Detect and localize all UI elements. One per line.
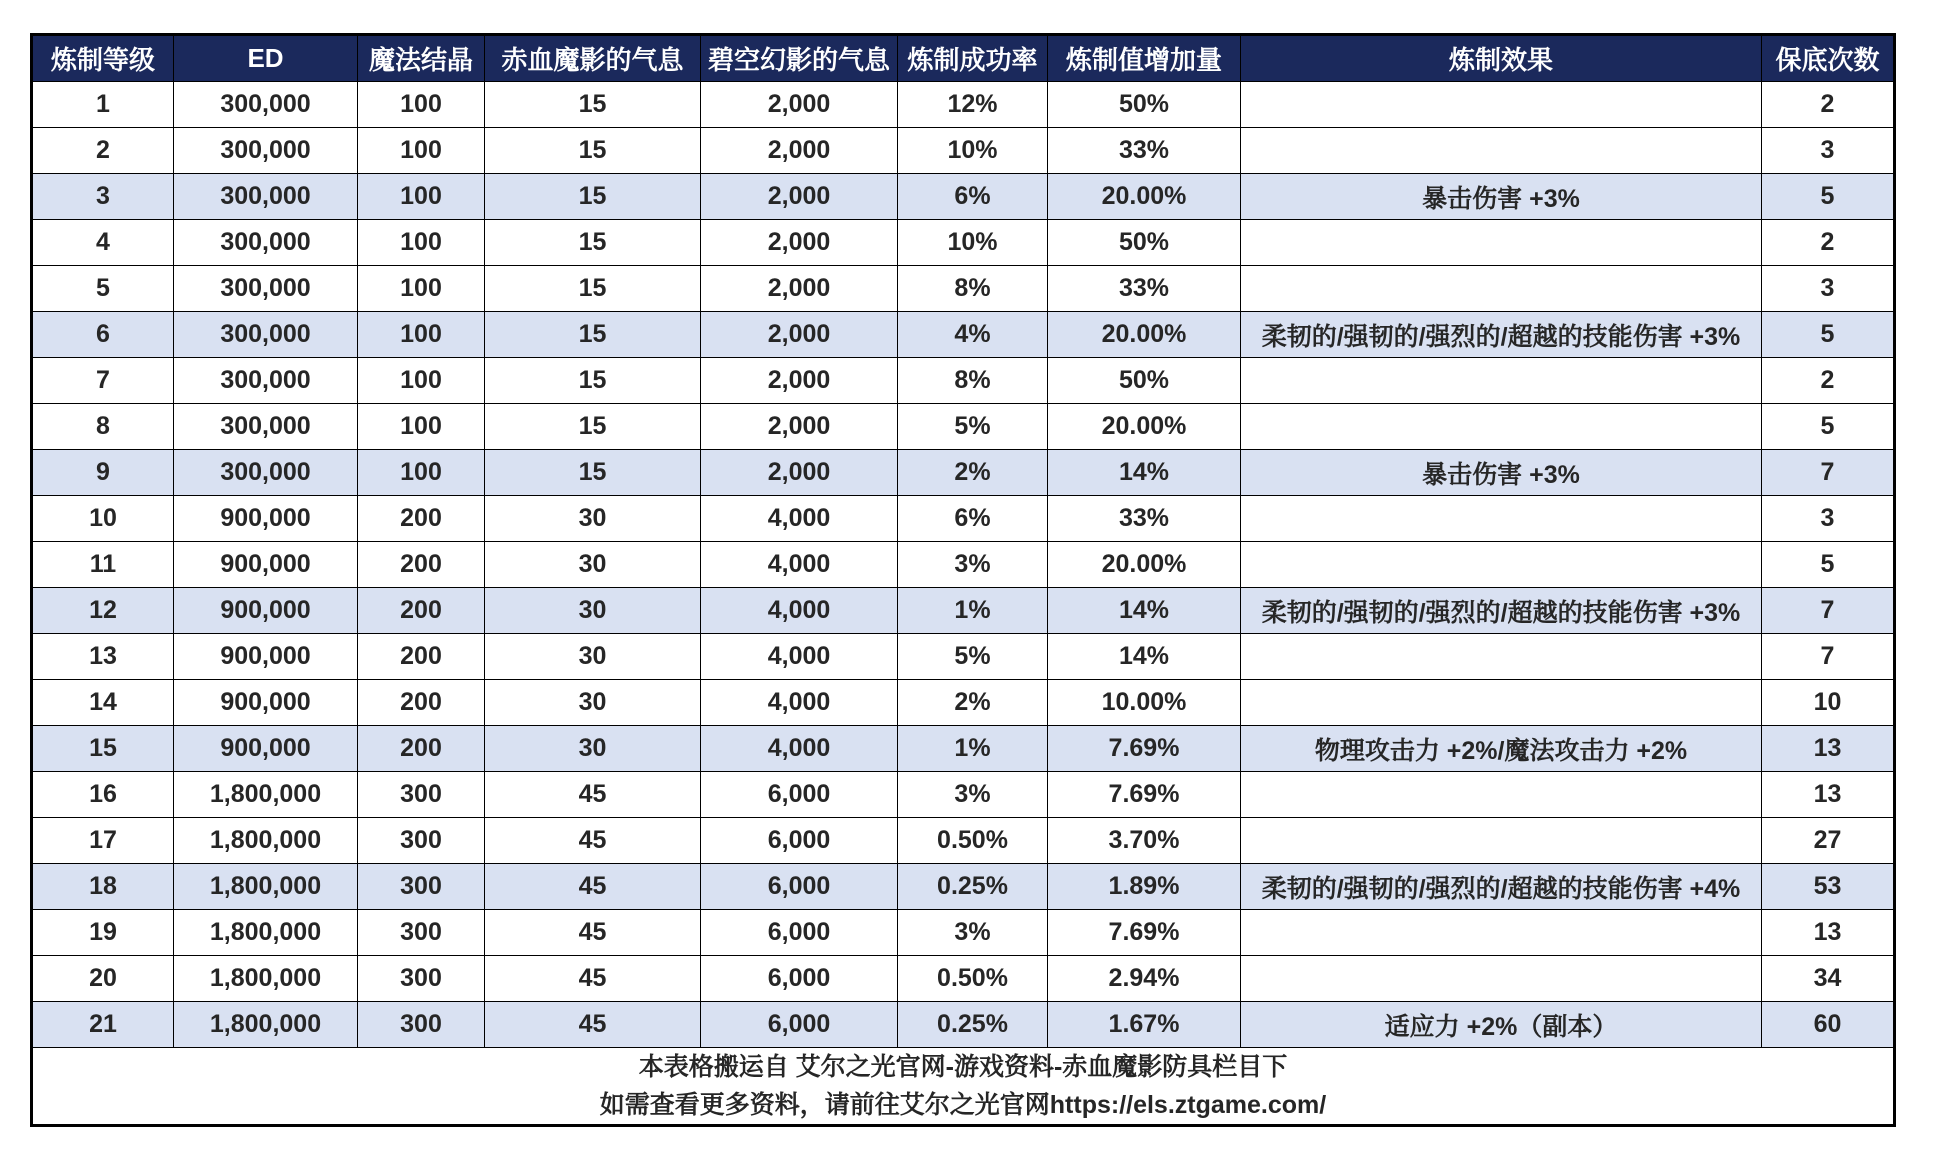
cell-effect <box>1241 358 1762 404</box>
cell-red-shadow-breath: 15 <box>485 450 701 496</box>
cell-magic-crystal: 200 <box>358 542 485 588</box>
cell-red-shadow-breath: 15 <box>485 358 701 404</box>
cell-guarantee-count: 3 <box>1762 496 1895 542</box>
cell-level: 9 <box>32 450 174 496</box>
cell-success-rate: 12% <box>898 82 1048 128</box>
cell-value-increase: 50% <box>1048 82 1241 128</box>
cell-success-rate: 2% <box>898 450 1048 496</box>
cell-ed: 300,000 <box>174 266 358 312</box>
cell-success-rate: 8% <box>898 358 1048 404</box>
cell-ed: 300,000 <box>174 82 358 128</box>
cell-effect <box>1241 496 1762 542</box>
cell-success-rate: 2% <box>898 680 1048 726</box>
table-row-level-13 <box>32 634 1895 680</box>
cell-sky-phantom-breath: 4,000 <box>701 542 898 588</box>
cell-red-shadow-breath: 45 <box>485 1002 701 1048</box>
table-row-level-10 <box>32 496 1895 542</box>
cell-guarantee-count: 7 <box>1762 634 1895 680</box>
cell-sky-phantom-breath: 2,000 <box>701 358 898 404</box>
cell-effect: 柔韧的/强韧的/强烈的/超越的技能伤害 +3% <box>1241 588 1762 634</box>
cell-value-increase: 14% <box>1048 634 1241 680</box>
cell-magic-crystal: 200 <box>358 726 485 772</box>
cell-success-rate: 0.50% <box>898 818 1048 864</box>
cell-red-shadow-breath: 15 <box>485 174 701 220</box>
table-header-row <box>32 35 1895 82</box>
cell-effect <box>1241 220 1762 266</box>
cell-red-shadow-breath: 15 <box>485 312 701 358</box>
table-row-level-6 <box>32 312 1895 358</box>
cell-red-shadow-breath: 30 <box>485 588 701 634</box>
cell-level: 11 <box>32 542 174 588</box>
cell-effect <box>1241 680 1762 726</box>
cell-guarantee-count: 5 <box>1762 174 1895 220</box>
cell-success-rate: 6% <box>898 496 1048 542</box>
cell-magic-crystal: 100 <box>358 358 485 404</box>
cell-ed: 900,000 <box>174 680 358 726</box>
cell-effect <box>1241 404 1762 450</box>
cell-value-increase: 33% <box>1048 128 1241 174</box>
table-row-level-9 <box>32 450 1895 496</box>
table-row-level-14 <box>32 680 1895 726</box>
cell-sky-phantom-breath: 6,000 <box>701 910 898 956</box>
cell-sky-phantom-breath: 4,000 <box>701 588 898 634</box>
cell-ed: 300,000 <box>174 404 358 450</box>
cell-success-rate: 0.25% <box>898 1002 1048 1048</box>
cell-sky-phantom-breath: 6,000 <box>701 818 898 864</box>
cell-magic-crystal: 300 <box>358 1002 485 1048</box>
cell-effect <box>1241 128 1762 174</box>
cell-red-shadow-breath: 30 <box>485 496 701 542</box>
cell-magic-crystal: 100 <box>358 312 485 358</box>
cell-magic-crystal: 200 <box>358 680 485 726</box>
cell-ed: 1,800,000 <box>174 772 358 818</box>
cell-effect: 适应力 +2%（副本） <box>1241 1002 1762 1048</box>
cell-red-shadow-breath: 30 <box>485 542 701 588</box>
cell-ed: 300,000 <box>174 450 358 496</box>
cell-red-shadow-breath: 45 <box>485 818 701 864</box>
cell-ed: 900,000 <box>174 634 358 680</box>
cell-level: 4 <box>32 220 174 266</box>
table-row-level-19 <box>32 910 1895 956</box>
cell-sky-phantom-breath: 4,000 <box>701 680 898 726</box>
cell-ed: 300,000 <box>174 174 358 220</box>
cell-level: 17 <box>32 818 174 864</box>
cell-red-shadow-breath: 30 <box>485 634 701 680</box>
source-note <box>32 1048 1895 1126</box>
cell-guarantee-count: 2 <box>1762 358 1895 404</box>
cell-level: 5 <box>32 266 174 312</box>
cell-value-increase: 20.00% <box>1048 404 1241 450</box>
cell-success-rate: 5% <box>898 634 1048 680</box>
table-row-level-21 <box>32 1002 1895 1048</box>
cell-value-increase: 1.67% <box>1048 1002 1241 1048</box>
cell-red-shadow-breath: 45 <box>485 864 701 910</box>
cell-guarantee-count: 13 <box>1762 726 1895 772</box>
cell-success-rate: 4% <box>898 312 1048 358</box>
cell-ed: 300,000 <box>174 312 358 358</box>
cell-level: 20 <box>32 956 174 1002</box>
cell-red-shadow-breath: 45 <box>485 910 701 956</box>
cell-value-increase: 1.89% <box>1048 864 1241 910</box>
cell-value-increase: 33% <box>1048 266 1241 312</box>
cell-magic-crystal: 300 <box>358 910 485 956</box>
table-row-level-7 <box>32 358 1895 404</box>
cell-success-rate: 10% <box>898 220 1048 266</box>
cell-value-increase: 20.00% <box>1048 174 1241 220</box>
cell-red-shadow-breath: 15 <box>485 82 701 128</box>
cell-sky-phantom-breath: 2,000 <box>701 220 898 266</box>
cell-sky-phantom-breath: 2,000 <box>701 82 898 128</box>
cell-sky-phantom-breath: 2,000 <box>701 450 898 496</box>
cell-level: 3 <box>32 174 174 220</box>
cell-level: 8 <box>32 404 174 450</box>
table-footer-row <box>32 1048 1895 1126</box>
cell-sky-phantom-breath: 4,000 <box>701 496 898 542</box>
cell-success-rate: 1% <box>898 726 1048 772</box>
cell-ed: 900,000 <box>174 542 358 588</box>
cell-magic-crystal: 100 <box>358 174 485 220</box>
cell-value-increase: 7.69% <box>1048 772 1241 818</box>
cell-magic-crystal: 100 <box>358 450 485 496</box>
cell-magic-crystal: 100 <box>358 404 485 450</box>
cell-value-increase: 20.00% <box>1048 312 1241 358</box>
cell-value-increase: 14% <box>1048 588 1241 634</box>
cell-guarantee-count: 13 <box>1762 772 1895 818</box>
table-row-level-12 <box>32 588 1895 634</box>
cell-red-shadow-breath: 15 <box>485 220 701 266</box>
cell-value-increase: 7.69% <box>1048 910 1241 956</box>
cell-red-shadow-breath: 30 <box>485 680 701 726</box>
cell-effect <box>1241 818 1762 864</box>
cell-success-rate: 3% <box>898 772 1048 818</box>
cell-magic-crystal: 300 <box>358 864 485 910</box>
cell-effect: 暴击伤害 +3% <box>1241 174 1762 220</box>
cell-level: 13 <box>32 634 174 680</box>
cell-sky-phantom-breath: 6,000 <box>701 956 898 1002</box>
cell-level: 18 <box>32 864 174 910</box>
cell-sky-phantom-breath: 2,000 <box>701 312 898 358</box>
cell-red-shadow-breath: 30 <box>485 726 701 772</box>
cell-effect <box>1241 956 1762 1002</box>
cell-value-increase: 7.69% <box>1048 726 1241 772</box>
cell-ed: 1,800,000 <box>174 910 358 956</box>
column-header-magic-crystal: 魔法结晶 <box>358 35 485 82</box>
cell-magic-crystal: 300 <box>358 818 485 864</box>
cell-effect <box>1241 82 1762 128</box>
cell-guarantee-count: 3 <box>1762 128 1895 174</box>
refine-table <box>30 33 1896 1127</box>
column-header-red-shadow-breath: 赤血魔影的气息 <box>485 35 701 82</box>
cell-guarantee-count: 27 <box>1762 818 1895 864</box>
cell-value-increase: 50% <box>1048 358 1241 404</box>
cell-sky-phantom-breath: 4,000 <box>701 726 898 772</box>
cell-guarantee-count: 2 <box>1762 82 1895 128</box>
cell-magic-crystal: 100 <box>358 266 485 312</box>
cell-level: 2 <box>32 128 174 174</box>
cell-level: 7 <box>32 358 174 404</box>
cell-guarantee-count: 5 <box>1762 404 1895 450</box>
cell-guarantee-count: 7 <box>1762 450 1895 496</box>
cell-sky-phantom-breath: 2,000 <box>701 128 898 174</box>
refine-table-container <box>30 33 1896 1127</box>
cell-ed: 300,000 <box>174 220 358 266</box>
cell-guarantee-count: 5 <box>1762 542 1895 588</box>
cell-level: 14 <box>32 680 174 726</box>
cell-ed: 900,000 <box>174 588 358 634</box>
source-note-line1: 本表格搬运自 艾尔之光官网-游戏资料-赤血魔影防具栏目下 <box>638 1053 1288 1081</box>
cell-sky-phantom-breath: 2,000 <box>701 174 898 220</box>
table-row-level-2 <box>32 128 1895 174</box>
cell-effect: 柔韧的/强韧的/强烈的/超越的技能伤害 +3% <box>1241 312 1762 358</box>
cell-effect: 暴击伤害 +3% <box>1241 450 1762 496</box>
cell-level: 6 <box>32 312 174 358</box>
cell-success-rate: 0.50% <box>898 956 1048 1002</box>
cell-value-increase: 3.70% <box>1048 818 1241 864</box>
cell-red-shadow-breath: 45 <box>485 956 701 1002</box>
cell-effect: 柔韧的/强韧的/强烈的/超越的技能伤害 +4% <box>1241 864 1762 910</box>
cell-value-increase: 20.00% <box>1048 542 1241 588</box>
cell-guarantee-count: 7 <box>1762 588 1895 634</box>
table-row-level-5 <box>32 266 1895 312</box>
cell-level: 19 <box>32 910 174 956</box>
cell-red-shadow-breath: 15 <box>485 266 701 312</box>
cell-guarantee-count: 60 <box>1762 1002 1895 1048</box>
cell-success-rate: 6% <box>898 174 1048 220</box>
cell-ed: 300,000 <box>174 128 358 174</box>
column-header-success-rate: 炼制成功率 <box>898 35 1048 82</box>
cell-red-shadow-breath: 15 <box>485 128 701 174</box>
table-row-level-4 <box>32 220 1895 266</box>
cell-guarantee-count: 34 <box>1762 956 1895 1002</box>
cell-level: 10 <box>32 496 174 542</box>
table-row-level-3 <box>32 174 1895 220</box>
table-row-level-8 <box>32 404 1895 450</box>
cell-sky-phantom-breath: 2,000 <box>701 404 898 450</box>
cell-value-increase: 2.94% <box>1048 956 1241 1002</box>
cell-sky-phantom-breath: 2,000 <box>701 266 898 312</box>
cell-effect <box>1241 910 1762 956</box>
cell-magic-crystal: 200 <box>358 496 485 542</box>
table-row-level-17 <box>32 818 1895 864</box>
cell-sky-phantom-breath: 4,000 <box>701 634 898 680</box>
cell-magic-crystal: 200 <box>358 634 485 680</box>
column-header-effect: 炼制效果 <box>1241 35 1762 82</box>
table-row-level-20 <box>32 956 1895 1002</box>
column-header-level: 炼制等级 <box>32 35 174 82</box>
cell-success-rate: 5% <box>898 404 1048 450</box>
table-row-level-18 <box>32 864 1895 910</box>
cell-success-rate: 0.25% <box>898 864 1048 910</box>
cell-value-increase: 33% <box>1048 496 1241 542</box>
cell-level: 21 <box>32 1002 174 1048</box>
cell-sky-phantom-breath: 6,000 <box>701 1002 898 1048</box>
cell-level: 1 <box>32 82 174 128</box>
cell-ed: 1,800,000 <box>174 1002 358 1048</box>
cell-magic-crystal: 100 <box>358 220 485 266</box>
cell-effect <box>1241 772 1762 818</box>
table-row-level-1 <box>32 82 1895 128</box>
cell-ed: 900,000 <box>174 726 358 772</box>
cell-effect: 物理攻击力 +2%/魔法攻击力 +2% <box>1241 726 1762 772</box>
cell-level: 12 <box>32 588 174 634</box>
cell-magic-crystal: 100 <box>358 128 485 174</box>
cell-guarantee-count: 2 <box>1762 220 1895 266</box>
cell-guarantee-count: 10 <box>1762 680 1895 726</box>
cell-ed: 300,000 <box>174 358 358 404</box>
cell-magic-crystal: 100 <box>358 82 485 128</box>
cell-value-increase: 50% <box>1048 220 1241 266</box>
cell-sky-phantom-breath: 6,000 <box>701 772 898 818</box>
table-row-level-16 <box>32 772 1895 818</box>
cell-value-increase: 14% <box>1048 450 1241 496</box>
cell-success-rate: 10% <box>898 128 1048 174</box>
cell-ed: 1,800,000 <box>174 818 358 864</box>
cell-ed: 1,800,000 <box>174 956 358 1002</box>
cell-guarantee-count: 53 <box>1762 864 1895 910</box>
table-row-level-11 <box>32 542 1895 588</box>
cell-sky-phantom-breath: 6,000 <box>701 864 898 910</box>
cell-red-shadow-breath: 45 <box>485 772 701 818</box>
cell-value-increase: 10.00% <box>1048 680 1241 726</box>
column-header-ed: ED <box>174 35 358 82</box>
cell-magic-crystal: 300 <box>358 956 485 1002</box>
cell-magic-crystal: 200 <box>358 588 485 634</box>
column-header-sky-phantom-breath: 碧空幻影的气息 <box>701 35 898 82</box>
cell-success-rate: 3% <box>898 542 1048 588</box>
cell-effect <box>1241 634 1762 680</box>
cell-guarantee-count: 13 <box>1762 910 1895 956</box>
cell-success-rate: 1% <box>898 588 1048 634</box>
source-note-line2: 如需查看更多资料，请前往艾尔之光官网https://els.ztgame.com/ <box>599 1091 1327 1119</box>
cell-success-rate: 8% <box>898 266 1048 312</box>
cell-ed: 900,000 <box>174 496 358 542</box>
cell-effect <box>1241 542 1762 588</box>
cell-success-rate: 3% <box>898 910 1048 956</box>
cell-magic-crystal: 300 <box>358 772 485 818</box>
cell-guarantee-count: 5 <box>1762 312 1895 358</box>
cell-level: 15 <box>32 726 174 772</box>
cell-guarantee-count: 3 <box>1762 266 1895 312</box>
cell-red-shadow-breath: 15 <box>485 404 701 450</box>
table-row-level-15 <box>32 726 1895 772</box>
cell-effect <box>1241 266 1762 312</box>
column-header-value-increase: 炼制值增加量 <box>1048 35 1241 82</box>
column-header-guarantee-count: 保底次数 <box>1762 35 1895 82</box>
cell-level: 16 <box>32 772 174 818</box>
cell-ed: 1,800,000 <box>174 864 358 910</box>
